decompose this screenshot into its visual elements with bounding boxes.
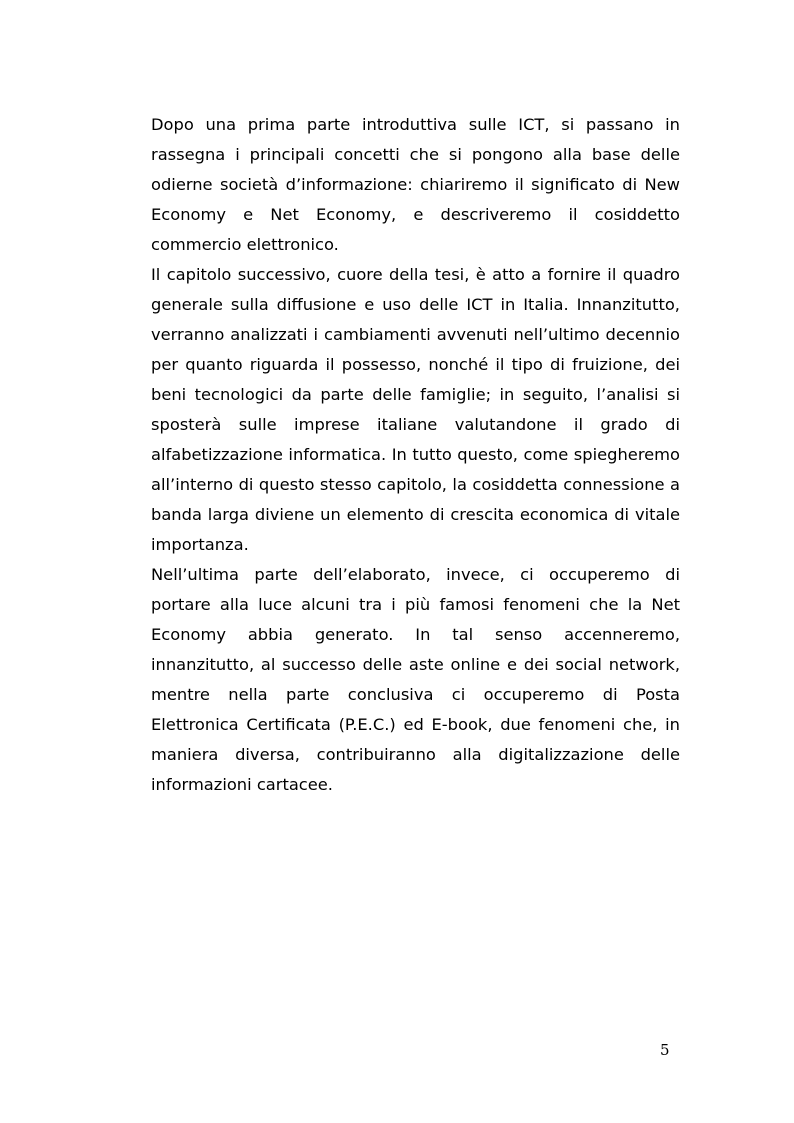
paragraph-net-economy: Nell’ultima parte dell’elaborato, invece, ci occuperemo di portare alla luce alcuni tra i più famosi fenomeni che la Net Economy abbia generato. In tal senso accenneremo, innanzitutto, al successo delle aste online e dei social network, mentre nella parte conclusiva ci occuperemo di Posta Elettronica Certificata (P.E.C.) ed E-book, due fenomeni che, in maniera diversa, contribuiranno alla digitalizzazione delle informazioni cartacee. [151,565,680,794]
page-number: 5 [660,1041,670,1059]
body-text [151,110,680,800]
paragraph-intro: Dopo una prima parte introduttiva sulle ICT, si passano in rassegna i principali concetti che si pongono alla base delle odierne società d’informazione: chiariremo il significato di New Economy e Net Economy, e descriveremo il cosiddetto commercio elettronico. [151,115,680,254]
paragraph-ict-italy: Il capitolo successivo, cuore della tesi, è atto a fornire il quadro generale sulla diffusione e uso delle ICT in Italia. Innanzitutto, verranno analizzati i cambiamenti avvenuti nell’ultimo decennio per quanto riguarda il possesso, nonché il tipo di fruizione, dei beni tecnologici da parte delle famiglie; in seguito, l’analisi si sposterà sulle imprese italiane valutandone il grado di alfabetizzazione informatica. In tutto questo, come spiegheremo all’interno di questo stesso capitolo, la cosiddetta connessione a banda larga diviene un elemento di crescita economica di vitale importanza. [151,265,680,554]
